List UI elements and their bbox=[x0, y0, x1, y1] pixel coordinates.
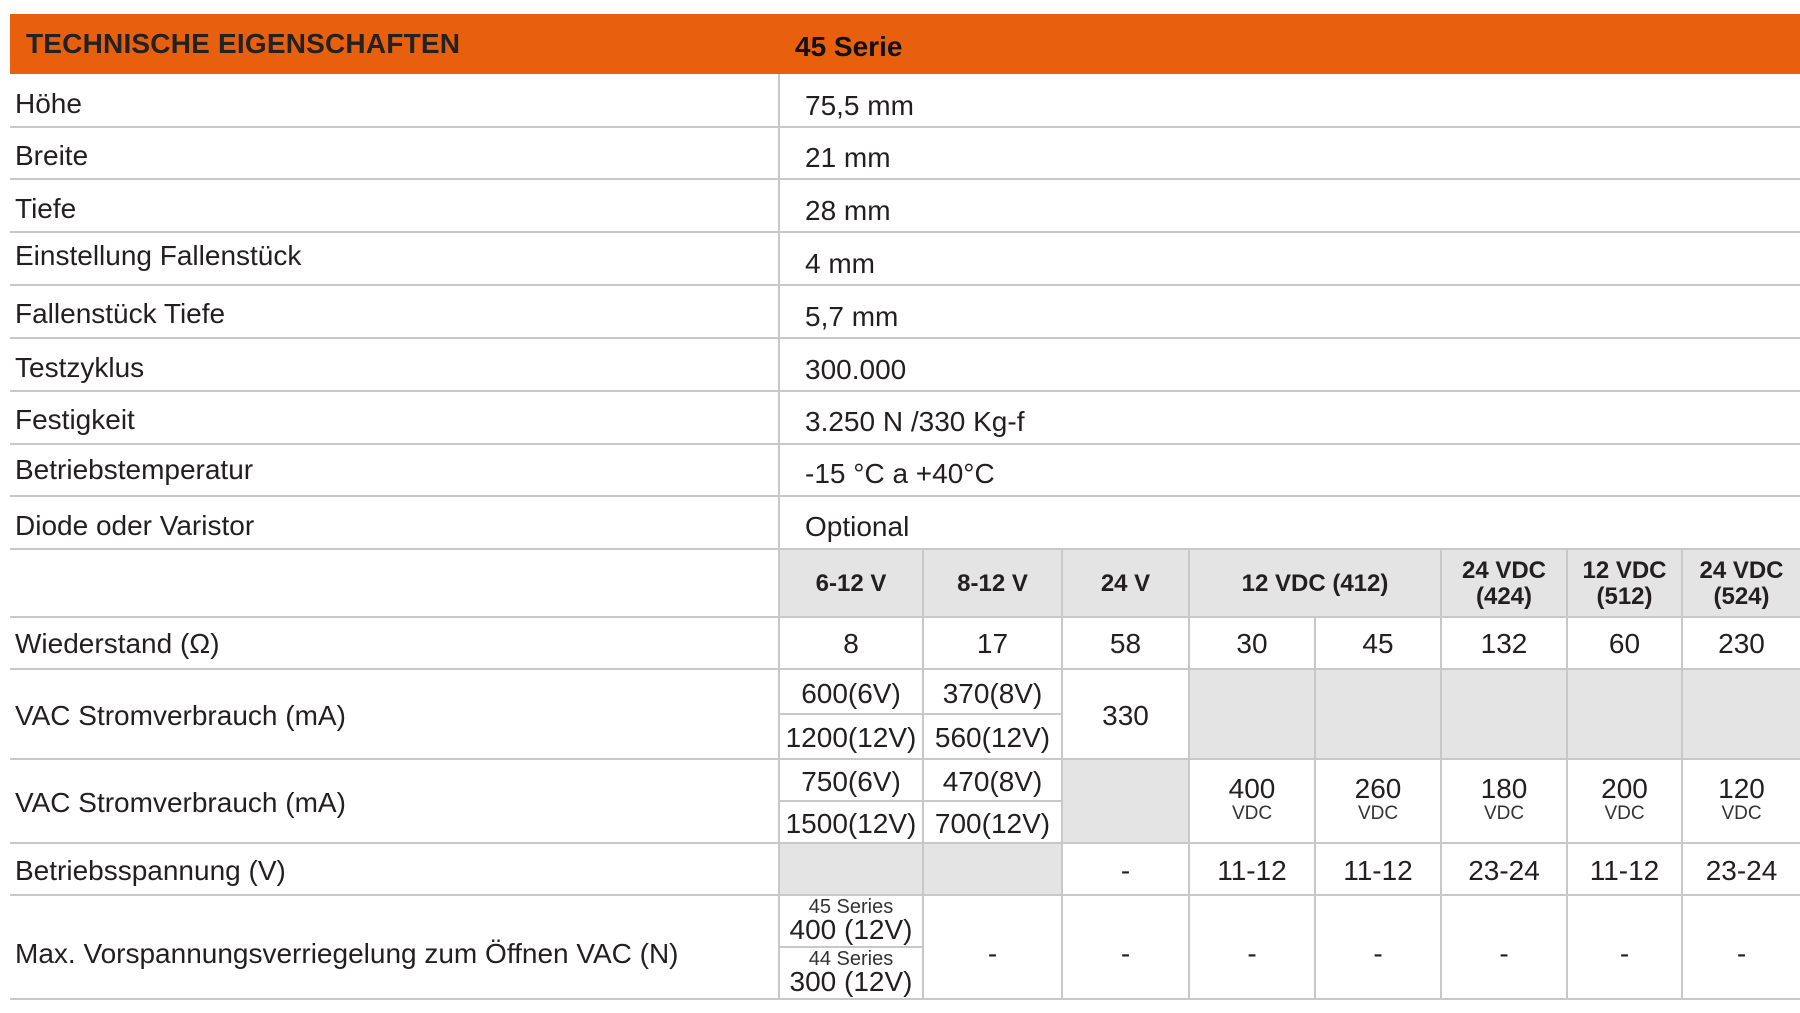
resistance-value: 45 bbox=[1362, 628, 1394, 659]
sub-row-divider bbox=[780, 713, 1062, 715]
vdc-unit: VDC bbox=[1604, 803, 1645, 824]
spec-value: 4 mm bbox=[805, 248, 875, 279]
vac-consumption-value: 560(12V) bbox=[934, 722, 1051, 753]
column-header bbox=[1568, 558, 1681, 610]
row-divider bbox=[10, 390, 1800, 392]
series-label: 45 Series bbox=[808, 896, 894, 918]
row-divider bbox=[10, 668, 1800, 670]
spec-label: Betriebstemperatur bbox=[15, 454, 254, 485]
spec-value: 3.250 N /330 Kg-f bbox=[805, 406, 1025, 437]
column-header-line1: 6-12 V bbox=[815, 570, 887, 597]
vdc-consumption-cell bbox=[1316, 774, 1440, 824]
vdc-consumption-cell bbox=[1442, 774, 1566, 824]
row-divider bbox=[10, 548, 1800, 550]
operating-voltage-value: 11-12 bbox=[1343, 855, 1413, 886]
resistance-value: 8 bbox=[843, 628, 859, 659]
column-header bbox=[1063, 571, 1188, 597]
column-header bbox=[924, 571, 1061, 597]
spec-value: 21 mm bbox=[805, 142, 891, 173]
vdc-consumption-cell bbox=[1568, 774, 1681, 824]
spec-value: Optional bbox=[805, 511, 910, 542]
column-header-line1: 12 VDC bbox=[1582, 557, 1667, 584]
spec-label: Breite bbox=[15, 140, 89, 171]
series-label: 44 Series bbox=[808, 948, 894, 970]
column-header-line1: 12 VDC (412) bbox=[1241, 570, 1389, 597]
operating-voltage-value: - bbox=[1120, 855, 1131, 886]
spec-value: 300.000 bbox=[805, 354, 907, 385]
operating-voltage-value: 23-24 bbox=[1705, 855, 1778, 886]
spec-label: Höhe bbox=[15, 88, 82, 119]
max-preload-value: - bbox=[1120, 938, 1131, 969]
spec-value: 5,7 mm bbox=[805, 301, 899, 332]
column-divider bbox=[778, 74, 780, 998]
column-header-line2: (512) bbox=[1596, 583, 1653, 610]
vdc-unit: VDC bbox=[1721, 803, 1762, 824]
vdc-consumption-cell bbox=[1683, 774, 1800, 824]
row-divider bbox=[10, 126, 1800, 128]
resistance-value: 17 bbox=[976, 628, 1009, 659]
vdc-consumption-value: 470(8V) bbox=[942, 766, 1043, 797]
header-bar bbox=[10, 14, 1800, 74]
max-preload-value: - bbox=[987, 938, 998, 969]
column-header-line1: 24 VDC bbox=[1461, 557, 1547, 584]
operating-voltage-value: 23-24 bbox=[1468, 855, 1540, 886]
resistance-value: 132 bbox=[1480, 628, 1528, 659]
row-divider bbox=[10, 758, 1800, 760]
vac-consumption-value: 370(8V) bbox=[942, 678, 1043, 709]
spec-value: 28 mm bbox=[805, 195, 891, 226]
vdc-consumption-value: 260 bbox=[1354, 773, 1402, 804]
vdc-consumption-value: 200 bbox=[1601, 773, 1648, 804]
spec-label: Diode oder Varistor bbox=[15, 510, 255, 541]
row-divider bbox=[10, 284, 1800, 286]
column-header-line2: (424) bbox=[1475, 583, 1533, 610]
column-header bbox=[1442, 558, 1566, 610]
vdc-consumption-value: 400 bbox=[1228, 773, 1276, 804]
row-divider bbox=[10, 231, 1800, 233]
empty-cell bbox=[1063, 760, 1189, 842]
column-header-line1: 24 VDC bbox=[1699, 557, 1784, 584]
header-series: 45 Serie bbox=[795, 31, 903, 62]
resistance-value: 230 bbox=[1718, 628, 1765, 659]
spec-label: Fallenstück Tiefe bbox=[15, 298, 226, 329]
vdc-consumption-value: 1500(12V) bbox=[785, 808, 917, 839]
spec-label: Tiefe bbox=[15, 193, 77, 224]
column-header-line1: 24 V bbox=[1100, 570, 1151, 597]
row-divider bbox=[10, 178, 1800, 180]
max-preload-value: - bbox=[1736, 938, 1747, 969]
header-title: TECHNISCHE EIGENSCHAFTEN bbox=[26, 28, 461, 59]
vdc-consumption-value: 700(12V) bbox=[934, 808, 1051, 839]
column-header-line2: (524) bbox=[1713, 583, 1770, 610]
vdc-consumption-value: 120 bbox=[1718, 773, 1765, 804]
max-preload-value: 400 (12V) bbox=[789, 914, 913, 945]
column-header bbox=[1683, 558, 1800, 610]
empty-cell-band bbox=[1190, 670, 1800, 758]
max-preload-value: - bbox=[1247, 938, 1257, 969]
vdc-consumption-cell bbox=[1190, 774, 1314, 824]
vac-consumption-value: 330 bbox=[1102, 700, 1149, 731]
row-divider bbox=[10, 337, 1800, 339]
vdc-unit: VDC bbox=[1231, 803, 1273, 824]
column-header-line1: 8-12 V bbox=[957, 570, 1028, 597]
vdc-consumption-value: 750(6V) bbox=[801, 766, 901, 797]
spec-value: -15 °C a +40°C bbox=[805, 458, 995, 489]
spec-value: 75,5 mm bbox=[805, 90, 914, 121]
resistance-value: 58 bbox=[1109, 628, 1142, 659]
column-divider bbox=[1061, 550, 1063, 998]
vac-consumption-value: 1200(12V) bbox=[785, 722, 917, 753]
vdc-unit: VDC bbox=[1483, 803, 1525, 824]
operating-voltage-value: 11-12 bbox=[1217, 855, 1287, 886]
resistance-value: 30 bbox=[1236, 628, 1268, 659]
max-preload-value: 300 (12V) bbox=[789, 966, 913, 997]
vdc-consumption-value: 180 bbox=[1480, 773, 1528, 804]
max-preload-value: - bbox=[1499, 938, 1509, 969]
vdc-unit: VDC bbox=[1357, 803, 1399, 824]
row-label-vac-consumption: VAC Stromverbrauch (mA) bbox=[15, 700, 346, 731]
row-label-max-preload: Max. Vorspannungsverriegelung zum Öffnen VAC (N) bbox=[15, 938, 679, 969]
row-label-operating-voltage: Betriebsspannung (V) bbox=[15, 855, 286, 886]
vac-consumption-value: 600(6V) bbox=[801, 678, 901, 709]
row-divider bbox=[10, 443, 1800, 445]
row-label-vdc-consumption: VAC Stromverbrauch (mA) bbox=[15, 787, 346, 818]
operating-voltage-value: 11-12 bbox=[1589, 855, 1660, 886]
row-divider bbox=[10, 495, 1800, 497]
resistance-value: 60 bbox=[1608, 628, 1641, 659]
row-label-resistance: Wiederstand (Ω) bbox=[15, 628, 220, 659]
sub-row-divider bbox=[780, 800, 1062, 802]
column-header bbox=[1190, 571, 1440, 597]
empty-cell-band bbox=[780, 844, 1062, 894]
spec-label: Festigkeit bbox=[15, 404, 135, 435]
spec-label: Testzyklus bbox=[15, 352, 145, 383]
column-header bbox=[780, 571, 922, 597]
row-divider bbox=[10, 842, 1800, 844]
row-divider bbox=[10, 998, 1800, 1000]
max-preload-value: - bbox=[1619, 938, 1630, 969]
row-divider bbox=[10, 616, 1800, 618]
spec-label: Einstellung Fallenstück bbox=[15, 240, 302, 271]
max-preload-value: - bbox=[1373, 938, 1383, 969]
